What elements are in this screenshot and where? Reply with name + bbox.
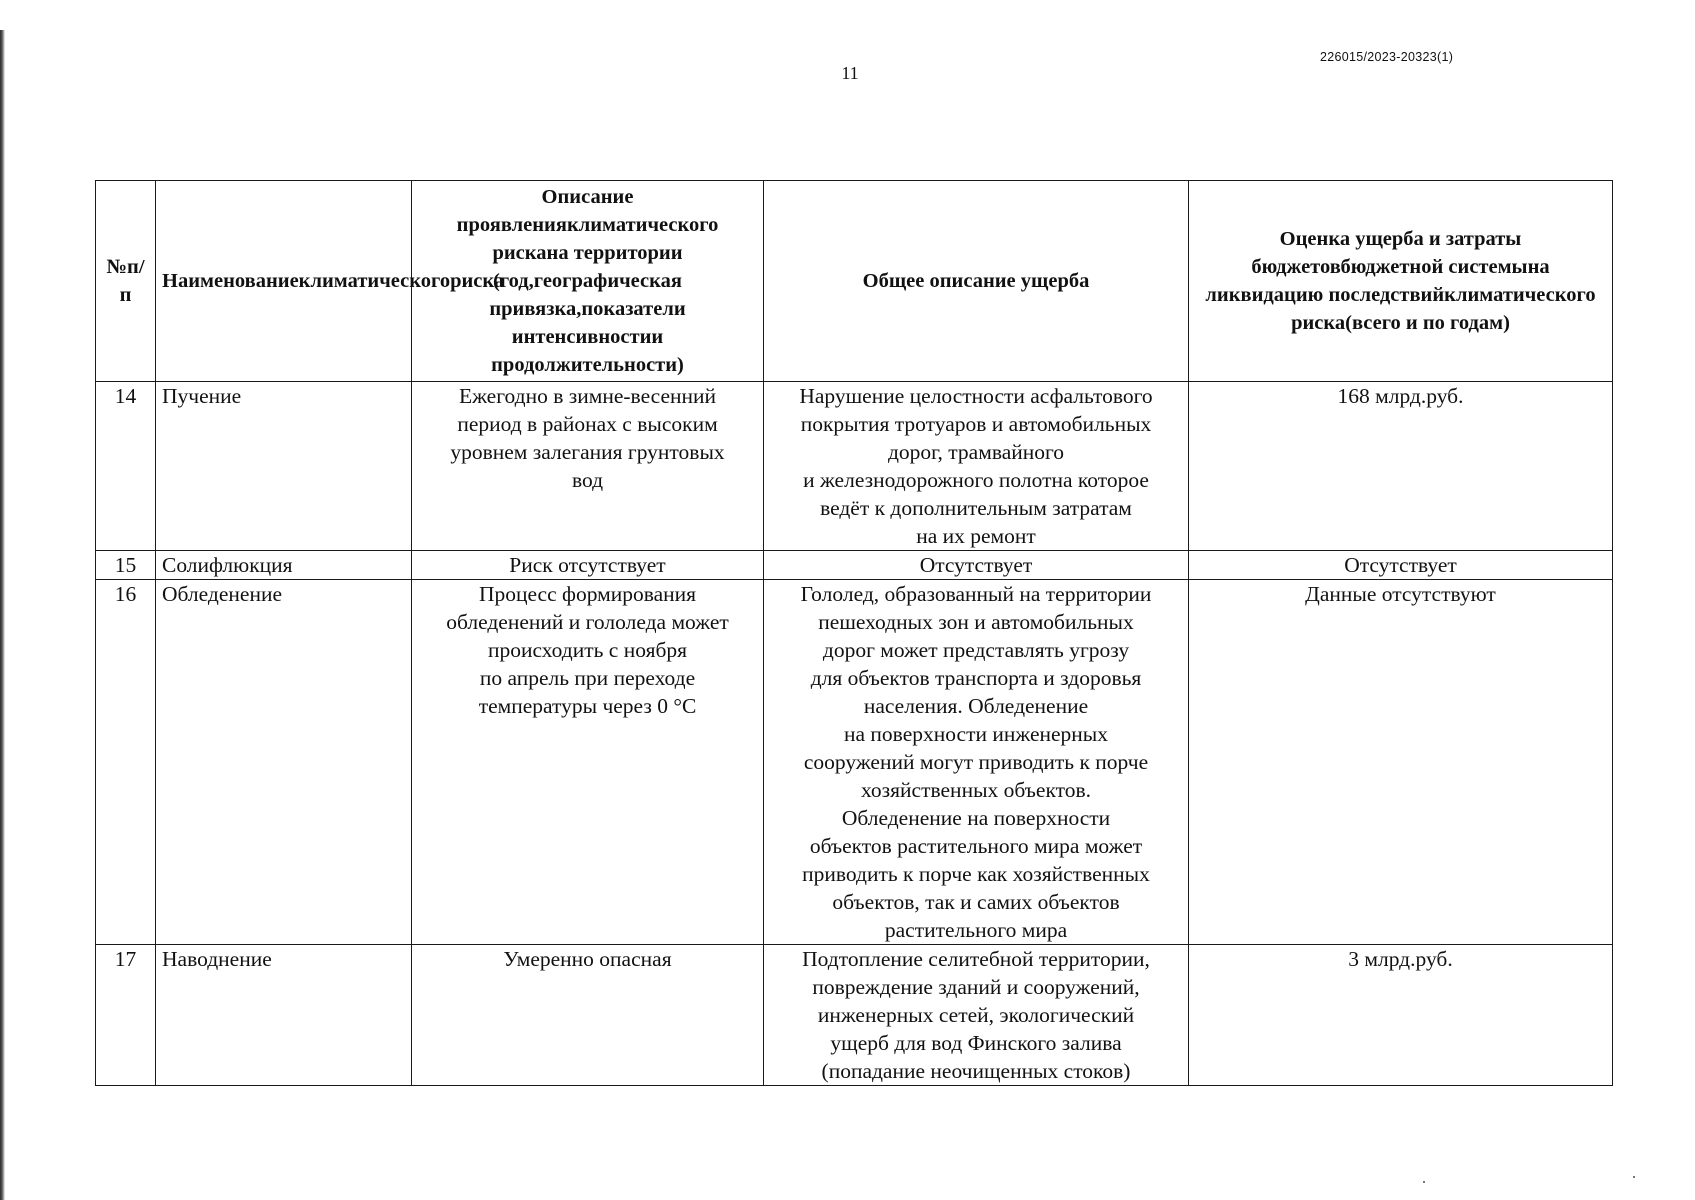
cost-estimate: Отсутствует xyxy=(1189,551,1613,580)
scan-speck xyxy=(1633,1176,1635,1178)
row-number: 15 xyxy=(96,551,156,580)
table-row xyxy=(96,551,1613,580)
damage-description: Отсутствует xyxy=(764,551,1189,580)
risk-name: Пучение xyxy=(156,382,412,551)
risk-name: Солифлюкция xyxy=(156,551,412,580)
header-number: №п/п xyxy=(96,181,156,382)
row-number: 14 xyxy=(96,382,156,551)
risk-manifestation: Риск отсутствует xyxy=(412,551,764,580)
page-number: 11 xyxy=(841,63,859,83)
header-damage: Общее описание ущерба xyxy=(764,181,1189,382)
risk-name: Наводнение xyxy=(156,945,412,1086)
table-row xyxy=(96,945,1613,1086)
table-row xyxy=(96,580,1613,945)
scan-speck xyxy=(1423,1181,1425,1183)
risk-name: Обледенение xyxy=(156,580,412,945)
table-row xyxy=(96,382,1613,551)
scan-edge-shadow xyxy=(0,30,5,1200)
header-risk-name: Наименованиеклиматическогориска xyxy=(156,181,412,382)
risk-manifestation: Ежегодно в зимне-весенний период в районах с высоким уровнем залегания грунтовых вод xyxy=(412,382,764,551)
header-manifestation: Описание проявленияклиматического рискана территории (год,географическая привязка,показатели интенсивностии продолжительности) xyxy=(412,181,764,382)
cost-estimate: Данные отсутствуют xyxy=(1189,580,1613,945)
damage-description: Подтопление селитебной территории, повреждение зданий и сооружений, инженерных сетей, экологический ущерб для вод Финского залива (попадание неочищенных стоков) xyxy=(764,945,1189,1086)
cost-estimate: 168 млрд.руб. xyxy=(1189,382,1613,551)
risk-manifestation: Умеренно опасная xyxy=(412,945,764,1086)
damage-description: Гололед, образованный на территории пешеходных зон и автомобильных дорог может представлять угрозу для объектов транспорта и здоровья населения. Обледенение на поверхности инженерных сооружений могут приводить к порче хозяйственных объектов. Обледенение на поверхности объектов растительного мира может приводить к порче как хозяйственных объектов, так и самих объектов растительного мира xyxy=(764,580,1189,945)
risk-manifestation: Процесс формирования обледенений и гололеда может происходить с ноября по апрель при переходе температуры через 0 °С xyxy=(412,580,764,945)
table-header-row xyxy=(96,181,1613,382)
damage-description: Нарушение целостности асфальтового покрытия тротуаров и автомобильных дорог, трамвайного и железнодорожного полотна которое ведёт к дополнительным затратам на их ремонт xyxy=(764,382,1189,551)
climate-risk-table xyxy=(95,180,1613,1086)
header-cost: Оценка ущерба и затраты бюджетовбюджетной системына ликвидацию последствийклиматического риска(всего и по годам) xyxy=(1189,181,1613,382)
row-number: 17 xyxy=(96,945,156,1086)
document-id: 226015/2023-20323(1) xyxy=(1320,50,1454,64)
cost-estimate: 3 млрд.руб. xyxy=(1189,945,1613,1086)
row-number: 16 xyxy=(96,580,156,945)
